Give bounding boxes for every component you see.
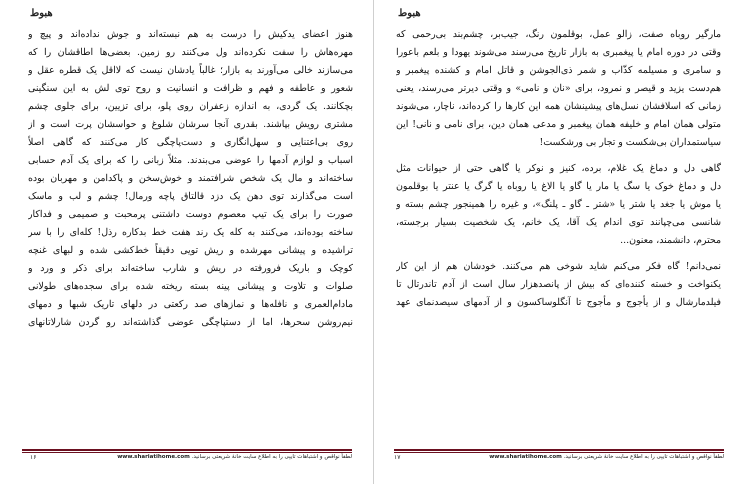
text-line: سیاستمداران بی‌شکست و تجار بی ورشکست!	[539, 137, 721, 148]
footer-rule-thin	[394, 452, 724, 453]
text-line: ساخته بوده‌اند، می‌کنند به کله یک رند هفت خط بدکاره رذل! کله‌ای را با سر	[28, 227, 353, 238]
footer-site-link[interactable]: www.shariatihome.com	[117, 454, 190, 460]
text-line: شانسی می‌چپانند توی اندام یک آقا، یک خانم، یک شخصیت بسیار برجسته،	[396, 217, 721, 228]
footer-note-text: لطفاً نواقص و اشتباهات تایپی را به اطلاع سایت خانۀ شریعتی برسانید.	[563, 454, 724, 460]
text-line: اسباب و لوازم آدمها را عوضی می‌بندند. مثلاً زبانی را که برای یک آدم حسابی	[28, 155, 353, 166]
footer-note	[117, 454, 352, 460]
text-line: نیم‌روشن سحرها، اما از دستپاچگی عوضی گذاشته‌اند رو گردن شارلاتانهای	[28, 317, 353, 328]
text-line: فیلدمارشال و از یأجوج و مأجوج تا آنگلوساکسون و از آدمهای سیصدنمای عهد	[396, 297, 721, 308]
page-footer	[394, 454, 724, 466]
paragraph-gap	[396, 152, 721, 160]
paragraph-gap	[396, 250, 721, 258]
text-line: وقتی در دوره امام یا پیغمبری به بازار تاریخ می‌رسند می‌شوند یهودا و بلعم باعورا	[396, 47, 721, 58]
text-line: محترم، دانشمند، معنون...	[620, 235, 721, 246]
footer-rule-thin	[22, 452, 352, 453]
text-line: شعور و عاطفه و فهم و ظرافت و انسانیت و روح توی لش به این سنگینی	[28, 83, 353, 94]
page-body	[396, 26, 721, 312]
text-line: صلوات و تلاوت و پیشانی پینه بسته ریخته شده برای سجده‌های طولانی	[28, 281, 353, 292]
text-line: صورت را برای یک تیپ معصوم دوست داشتنی پرمحبت و صمیمی و فداکار	[28, 209, 353, 220]
page-footer	[22, 454, 352, 466]
text-line: ساخته‌اند و مال یک شخص شرافتمند و خوش‌سخن و پاکدامن و مهربان بوده	[28, 173, 353, 184]
text-line: گاهی دل و دماغ یک غلام، برده، کنیز و نوکر یا گاهی حتی از حیوانات مثل	[396, 163, 721, 174]
text-line: مهره‌هاش را سفت نکرده‌اند ول می‌کنند رو زمین. بعضی‌ها اطاقشان را که	[28, 47, 353, 58]
text-line: یا موش یا جغد یا شتر یا «شتر ـ گاو ـ پلنگ»، و غیره را همینجور چشم بسته و	[396, 199, 721, 210]
footer-note-text: لطفاً نواقص و اشتباهات تایپی را به اطلاع سایت خانۀ شریعتی برسانید.	[191, 454, 352, 460]
page-header: هبوط	[398, 8, 421, 19]
page-number: ۱۷	[394, 454, 401, 461]
footer-rule	[22, 449, 352, 451]
text-line: می‌سازند خالی می‌آورند به بازار؛ غالباً یادشان نیست که لااقل یک قطره عقل و	[28, 65, 353, 76]
text-line: نمی‌دانم! گاه فکر می‌کنم شاید شوخی هم می‌کنند. خودشان هم از این کار	[396, 261, 721, 272]
text-line: دل و دماغ خوک یا سگ یا مار یا گاو یا الاغ یا روباه یا گرگ یا عنتر یا بوقلمون	[396, 181, 721, 192]
text-line: مادام‌العمری و نافله‌ها و نمازهای صد رکعتی در دلهای تاریک شبها و دمهای	[28, 299, 353, 310]
page-header: هبوط	[30, 8, 53, 19]
text-line: کوچک و باریک فرورفته در ریش و شارب ساخته‌اند برای ذکر و ورد و	[28, 263, 353, 274]
text-line: هم‌دست یزید و قیصر و نمرود، برای «نان و نامی» و وقتی دیرتر می‌رسند، یعنی	[396, 83, 721, 94]
page-left	[0, 0, 373, 484]
page-number: ۱۶	[30, 454, 37, 461]
text-line: روی بی‌اعتنایی و سهل‌انگاری و دست‌پاچگی کار می‌کنند که گاهی اصلاً	[28, 137, 353, 148]
page-right	[374, 0, 747, 484]
text-line: تراشیده و پیشانی مهرشده و ریش تویی دقیقاً خط‌کشی شده و لبهای غنچه	[28, 245, 353, 256]
text-line: مارگیر روباه صفت، زالو عمل، بوقلمون رنگ، جیب‌بر، چشم‌بند بی‌رحمی که	[396, 29, 721, 40]
text-line: هنوز اعضای یدکیش را درست به هم نبسته‌اند و جوش نداده‌اند و پیچ و	[28, 29, 353, 40]
text-line: مشتری رویش بپاشند. بقدری آنجا سرشان شلوغ و حواسشان پرت است و از	[28, 119, 353, 130]
page-body	[28, 26, 353, 332]
text-line: و سامری و مسیلمه کذّاب و شمر ذی‌الجوشن و قاتل امام و کشنده پیغمبر و	[396, 65, 721, 76]
footer-site-link[interactable]: www.shariatihome.com	[489, 454, 562, 460]
footer-rule	[394, 449, 724, 451]
text-line: یکنواخت و خسته کننده‌ای که بیش از پانصدهزار سال است از آدم تاندرتال تا	[396, 279, 721, 290]
text-line: زمانی که اسلافشان نسل‌های پیشینشان همه این کارها را کرده‌اند، ناچار، می‌شوند	[396, 101, 721, 112]
text-line: بچکانند. یک گردی، به اندازه زعفران روی پلو، برای تزیین، برای جلوی چشم	[28, 101, 353, 112]
text-line: متولی همان امام و خلیفه همان پیغمبر و مدعی همان دین، برای نامی و نانی! این	[396, 119, 721, 130]
footer-note	[489, 454, 724, 460]
text-line: است می‌گذارند توی دهن یک دزد قالتاق پاچه ورمال! چشم و لب و ماسک	[28, 191, 353, 202]
